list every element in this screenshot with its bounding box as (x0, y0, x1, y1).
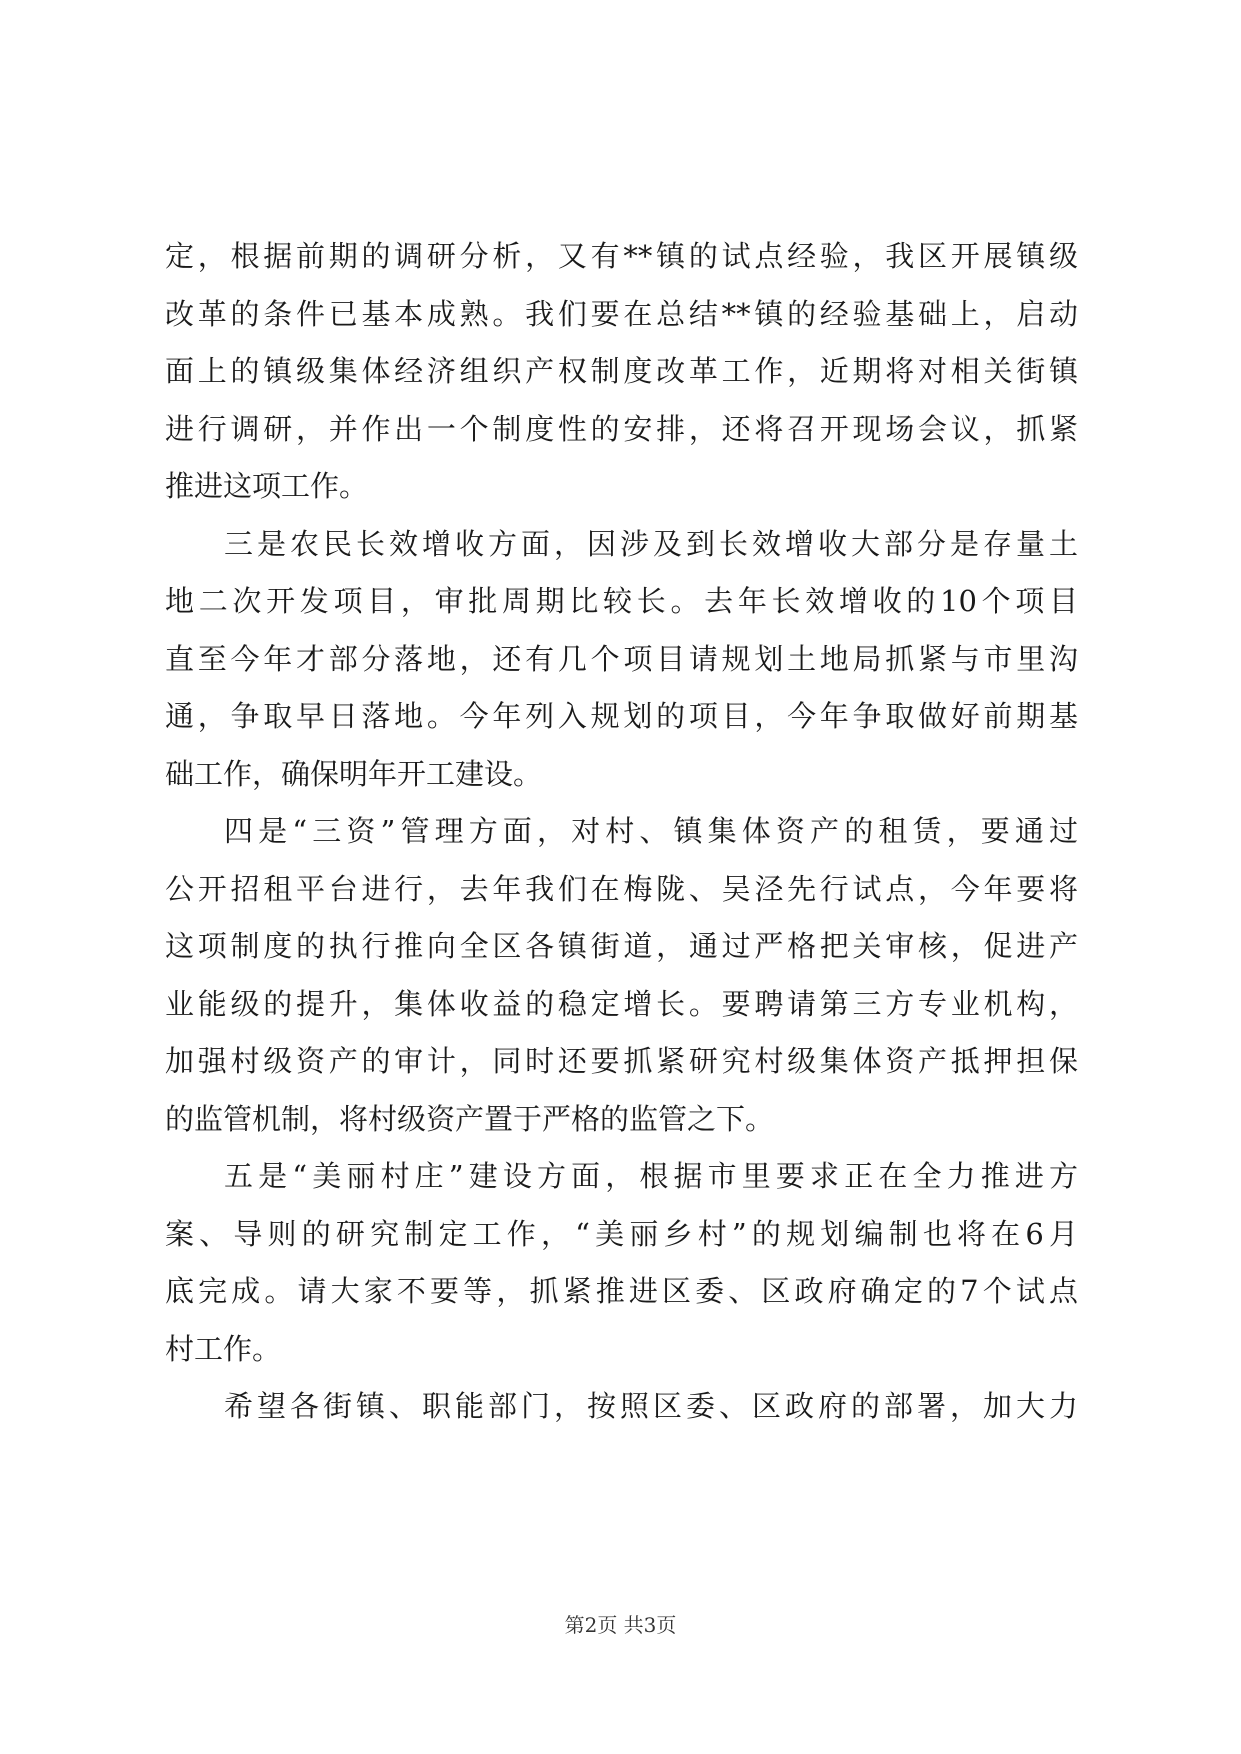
body-text-line: 进行调研，并作出一个制度性的安排，还将召开现场会议，抓紧 (165, 411, 1078, 446)
page-footer: 第2页 共3页 (564, 1613, 677, 1637)
body-text-line: 希望各街镇、职能部门，按照区委、区政府的部署，加大力 (224, 1389, 1078, 1423)
body-text-line: 改革的条件已基本成熟。我们要在总结**镇的经验基础上，启动 (165, 296, 1078, 331)
body-text-line: 公开招租平台进行，去年我们在梅陇、吴泾先行试点，今年要将 (165, 871, 1078, 906)
body-text-line: 定，根据前期的调研分析，又有**镇的试点经验，我区开展镇级 (165, 239, 1078, 273)
body-text-line: 础工作，确保明年开工建设。 (165, 756, 543, 791)
body-text-line: 底完成。请大家不要等，抓紧推进区委、区政府确定的7个试点 (165, 1274, 1078, 1308)
body-text-line: 直至今年才部分落地，还有几个项目请规划土地局抓紧与市里沟 (165, 641, 1078, 676)
body-text-line: 五是“美丽村庄”建设方面，根据市里要求正在全力推进方 (224, 1159, 1078, 1193)
body-text-line: 四是“三资”管理方面，对村、镇集体资产的租赁，要通过 (224, 814, 1078, 848)
body-text-line: 案、导则的研究制定工作，“美丽乡村”的规划编制也将在6月 (165, 1216, 1078, 1251)
document-body (165, 228, 1078, 1436)
body-text-line: 业能级的提升，集体收益的稳定增长。要聘请第三方专业机构， (165, 986, 1078, 1021)
body-text-line: 加强村级资产的审计，同时还要抓紧研究村级集体资产抵押担保 (165, 1044, 1078, 1078)
body-text-line: 面上的镇级集体经济组织产权制度改革工作，近期将对相关街镇 (165, 354, 1078, 388)
body-text-line: 的监管机制，将村级资产置于严格的监管之下。 (165, 1101, 775, 1136)
body-text-line: 三是农民长效增收方面，因涉及到长效增收大部分是存量土 (224, 526, 1078, 561)
body-text-line: 推进这项工作。 (165, 469, 369, 503)
body-text-line: 村工作。 (165, 1331, 282, 1366)
body-text-line: 通，争取早日落地。今年列入规划的项目，今年争取做好前期基 (165, 699, 1078, 733)
body-text-line: 地二次开发项目，审批周期比较长。去年长效增收的10个项目 (165, 584, 1078, 618)
body-text-line: 这项制度的执行推向全区各镇街道，通过严格把关审核，促进产 (165, 929, 1078, 963)
